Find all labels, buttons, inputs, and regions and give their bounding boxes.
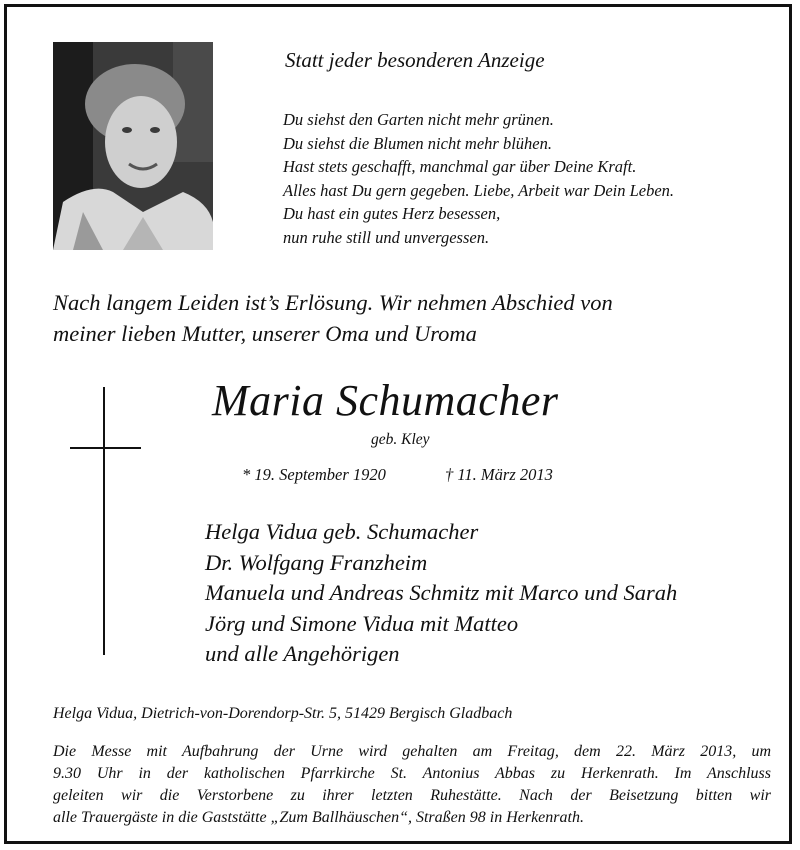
death-date: † 11. März 2013: [445, 465, 553, 484]
mourner: und alle Angehörigen: [205, 641, 400, 666]
deceased-name: Maria Schumacher: [212, 376, 559, 425]
contact-address: Helga Vidua, Dietrich-von-Dorendorp-Str. 5, 51429 Bergisch Gladbach: [53, 705, 513, 722]
poem-line: nun ruhe still und unvergessen.: [283, 227, 490, 247]
header-line: Statt jeder besonderen Anzeige: [285, 48, 545, 72]
mourner: Manuela und Andreas Schmitz mit Marco und Sarah: [205, 580, 678, 605]
notice-line: geleiten wir die Verstorbene zu ihrer letzten Ruhestätte. Nach der Beisetzung bitten wir: [53, 787, 771, 804]
birth-date: * 19. September 1920: [242, 465, 386, 484]
intro-line: Nach langem Leiden ist’s Erlösung. Wir nehmen Abschied von: [53, 290, 613, 315]
mourner: Dr. Wolfgang Franzheim: [205, 549, 428, 575]
poem-line: Hast stets geschafft, manchmal gar über Deine Kraft.: [283, 157, 637, 176]
funeral-notice: [53, 741, 771, 829]
obituary-frame: [4, 4, 792, 844]
poem: [283, 108, 674, 249]
portrait-photo: [53, 42, 213, 250]
cross-icon: [103, 387, 105, 655]
notice-line: 9.30 Uhr in der katholischen Pfarrkirche St. Antonius Abbas zu Herkenrath. Im Anschluss: [53, 765, 771, 782]
poem-line: Du hast ein gutes Herz besessen,: [283, 204, 501, 223]
intro-line: meiner lieben Mutter, unserer Oma und Uroma: [53, 321, 477, 346]
mourner: Jörg und Simone Vidua mit Matteo: [205, 610, 519, 636]
mourners-list: [205, 517, 677, 670]
cross-icon-bar: [70, 447, 141, 449]
poem-line: Alles hast Du gern gegeben. Liebe, Arbeit war Dein Leben.: [283, 180, 675, 200]
mourner: Helga Vidua geb. Schumacher: [205, 519, 479, 544]
notice-line: Die Messe mit Aufbahrung der Urne wird gehalten am Freitag, dem 22. März 2013, um: [53, 743, 771, 760]
poem-line: Du siehst den Garten nicht mehr grünen.: [283, 110, 554, 129]
maiden-name: geb. Kley: [371, 431, 430, 448]
intro-text: [53, 287, 613, 349]
notice-line: alle Trauergäste in die Gaststätte „Zum Ballhäuschen“, Straßen 98 in Herkenrath.: [53, 809, 584, 826]
poem-line: Du siehst die Blumen nicht mehr blühen.: [283, 133, 552, 153]
